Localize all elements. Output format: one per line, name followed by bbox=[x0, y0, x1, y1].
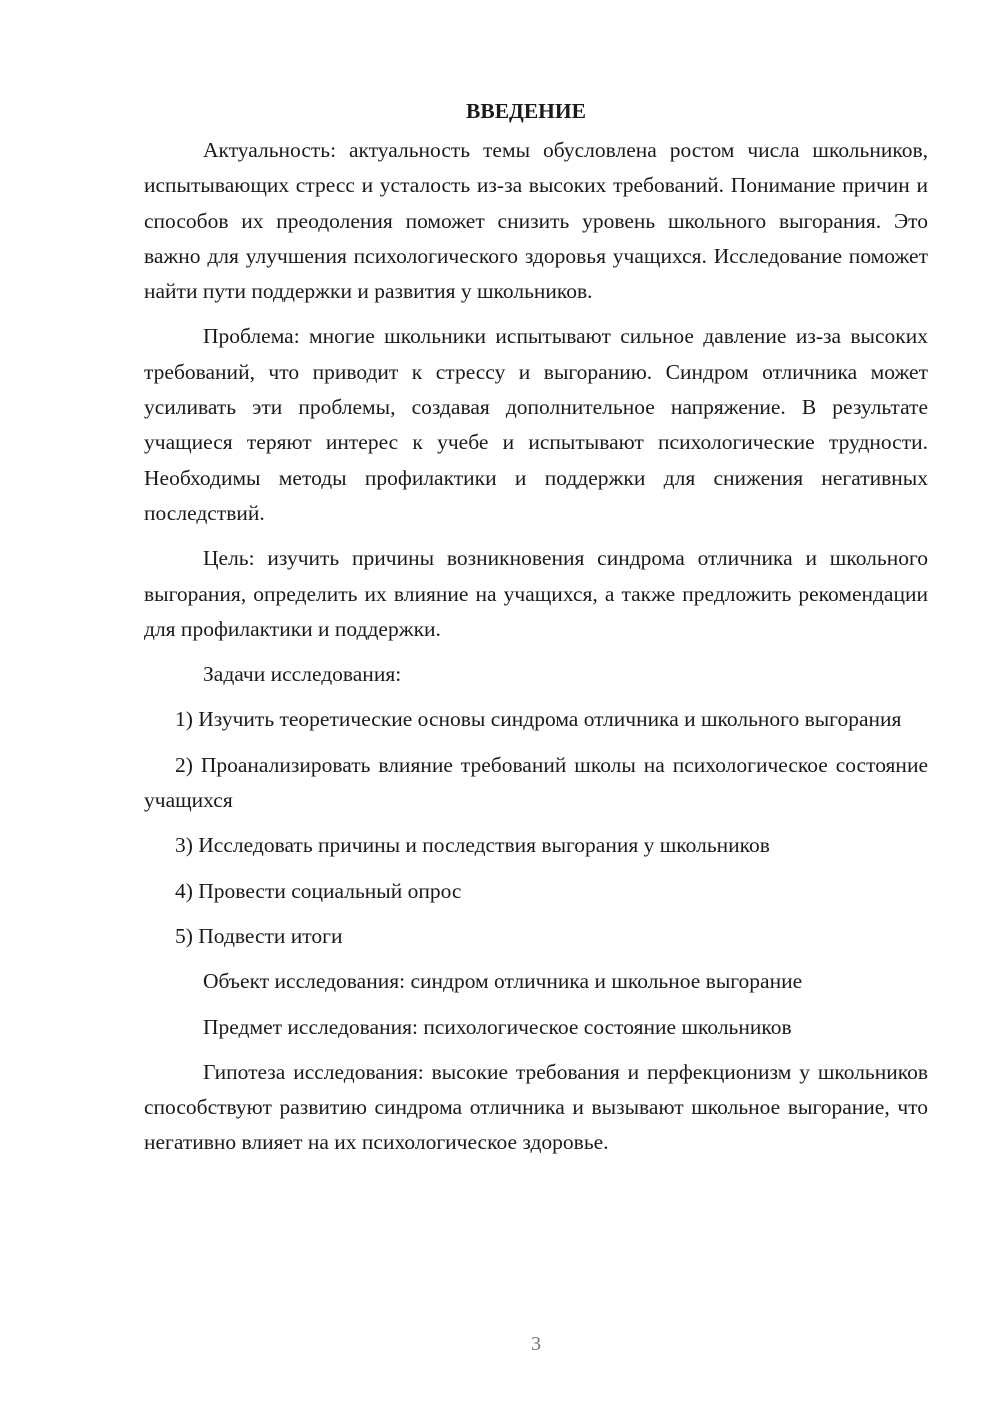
task-item: 1) Изучить теоретические основы синдрома отличника и школьного выгорания bbox=[175, 707, 902, 732]
page-title: ВВЕДЕНИЕ bbox=[466, 99, 586, 123]
research-object-paragraph: Объект исследования: синдром отличника и школьное выгорание bbox=[203, 969, 803, 994]
research-subject-paragraph: Предмет исследования: психологическое состояние школьников bbox=[203, 1014, 792, 1039]
task-item: 4) Провести социальный опрос bbox=[175, 878, 462, 903]
task-item: 2) Проанализировать влияние требований школы на психологическое состояние учащихся bbox=[144, 752, 928, 813]
task-item: 3) Исследовать причины и последствия выгорания у школьников bbox=[175, 833, 770, 858]
page-content bbox=[144, 95, 928, 1161]
hypothesis-paragraph: Гипотеза исследования: высокие требования и перфекционизм у школьников способствуют развитию синдрома отличника и вызывают школьное выгорание, что негативно влияет на их психологическое здоровье. bbox=[144, 1059, 928, 1155]
task-item: 5) Подвести итоги bbox=[175, 923, 343, 948]
relevance-paragraph: Актуальность: актуальность темы обусловлена ростом числа школьников, испытывающих стресс и усталость из-за высоких требований. Понимание причин и способов их преодоления поможет снизить уровень школьного выгорания. Это важно для улучшения психологического здоровья учащихся. Исследование поможет найти пути поддержки и развития у школьников. bbox=[144, 138, 928, 304]
goal-paragraph: Цель: изучить причины возникновения синдрома отличника и школьного выгорания, определить их влияние на учащихся, а также предложить рекомендации для профилактики и поддержки. bbox=[144, 546, 928, 641]
tasks-heading: Задачи исследования: bbox=[203, 662, 402, 687]
page-number: 3 bbox=[531, 1333, 541, 1355]
problem-paragraph: Проблема: многие школьники испытывают сильное давление из-за высоких требований, что приводит к стрессу и выгоранию. Синдром отличника может усиливать эти проблемы, создавая дополнительное напряжение. В результате учащиеся теряют интерес к учебе и испытывают психологические трудности. Необходимы методы профилактики и поддержки для снижения негативных последствий. bbox=[144, 324, 928, 525]
